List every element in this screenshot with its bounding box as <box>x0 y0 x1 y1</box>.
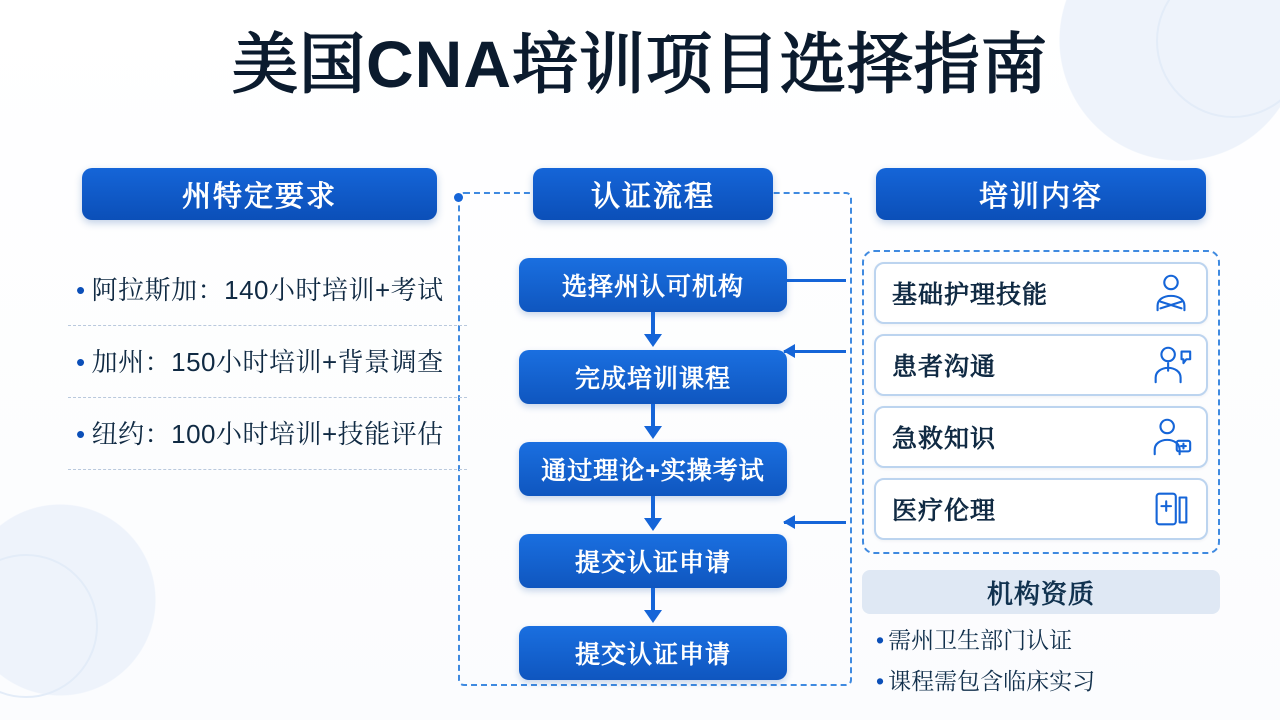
decorative-circle-bottom-left <box>0 554 98 698</box>
nurse-arms-crossed-icon <box>1148 270 1194 316</box>
page-title: 美国CNA培训项目选择指南 <box>232 27 1048 101</box>
column-header-state-requirements: 州特定要求 <box>82 168 437 220</box>
column-state-requirements <box>60 168 475 470</box>
column-training-content <box>862 168 1220 696</box>
bullet-icon: • <box>76 275 86 305</box>
list-item <box>862 614 1220 655</box>
medical-ethics-icon <box>1148 486 1194 532</box>
flow-arrow-3 <box>500 496 806 534</box>
column-header-certification-flow: 认证流程 <box>533 168 773 220</box>
flow-step-4: 提交认证申请 <box>519 534 787 588</box>
skill-label: 急救知识 <box>892 425 997 453</box>
flow-arrow-2 <box>500 404 806 442</box>
doctor-speaking-icon <box>1148 342 1194 388</box>
list-item <box>874 406 1208 468</box>
list-item <box>862 655 1220 696</box>
list-item <box>874 262 1208 324</box>
flow-step-2: 完成培训课程 <box>519 350 787 404</box>
state-requirements-list <box>60 254 475 470</box>
first-aid-nurse-icon <box>1148 414 1194 460</box>
bullet-icon: • <box>876 627 885 653</box>
skill-label: 医疗伦理 <box>892 497 997 525</box>
flow-step-1: 选择州认可机构 <box>519 258 787 312</box>
bullet-icon: • <box>76 347 86 377</box>
qualification-header: 机构资质 <box>862 570 1220 614</box>
training-skills-group <box>862 250 1220 554</box>
list-item-label: 阿拉斯加：140小时培训+考试 <box>91 275 444 305</box>
list-item-label: 需州卫生部门认证 <box>888 627 1073 653</box>
list-item <box>66 254 469 325</box>
bullet-icon: • <box>876 668 885 694</box>
list-item <box>66 398 469 469</box>
list-item <box>66 326 469 397</box>
institution-qualification-block <box>862 570 1220 696</box>
list-item-label: 加州：150小时培训+背景调查 <box>91 347 444 377</box>
list-item <box>874 334 1208 396</box>
column-certification-flow <box>500 168 806 680</box>
flow-step-3: 通过理论+实操考试 <box>519 442 787 496</box>
flow-arrow-4 <box>500 588 806 626</box>
flow-step-5: 提交认证申请 <box>519 626 787 680</box>
list-item <box>874 478 1208 540</box>
flow-chart <box>500 258 806 680</box>
divider <box>68 469 467 470</box>
skill-label: 患者沟通 <box>892 353 997 381</box>
skill-label: 基础护理技能 <box>892 281 1049 309</box>
bullet-icon: • <box>76 419 86 449</box>
flow-arrow-1 <box>500 312 806 350</box>
column-header-training-content: 培训内容 <box>876 168 1206 220</box>
list-item-label: 纽约：100小时培训+技能评估 <box>91 419 444 449</box>
list-item-label: 课程需包含临床实习 <box>888 668 1096 694</box>
